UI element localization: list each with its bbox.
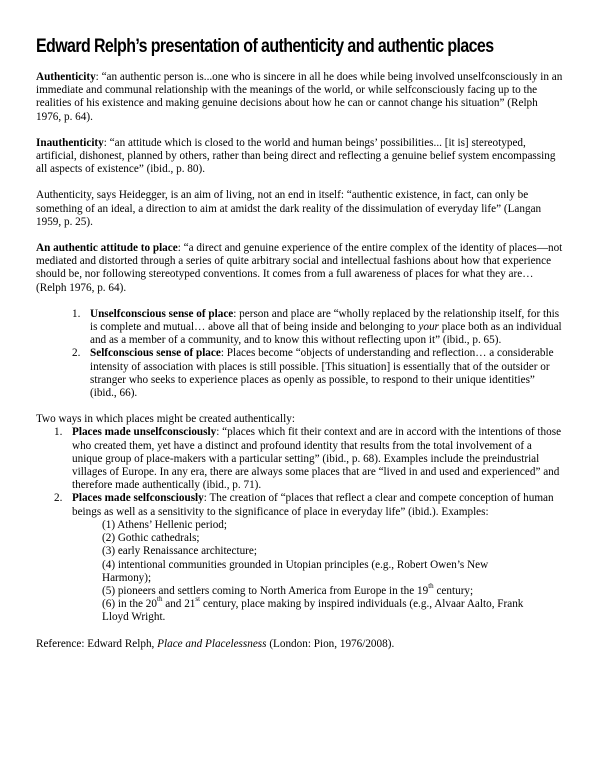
example-line — [102, 582, 564, 598]
list-number: 2. — [72, 347, 81, 360]
reference — [36, 638, 564, 651]
list-item — [54, 492, 564, 624]
example-text: century; — [433, 584, 474, 597]
list-number: 1. — [72, 307, 81, 320]
list-number: 2. — [54, 492, 63, 505]
inauthenticity-text: : “an attitude which is closed to the world and human beings’ possibilities... [it is] stereotyped, artificial, dishonest, planned by others, rather than being direct and reflecting a genuine belief system encompassing all aspects of existence” (ibid., p. 80). — [36, 136, 556, 176]
example-line — [102, 595, 564, 611]
list-item — [72, 347, 564, 400]
sense-of-place-list — [36, 308, 564, 400]
example-text: and 21 — [162, 598, 196, 611]
example-line: (1) Athens’ Hellenic period; — [102, 518, 227, 531]
example-line: (3) early Renaissance architecture; — [102, 545, 257, 558]
emphasis-text: your — [418, 321, 439, 334]
superscript: st — [195, 595, 201, 604]
authenticity-definition — [36, 71, 564, 124]
superscript: th — [428, 582, 434, 591]
authentic-attitude-term: An authentic attitude to place — [36, 242, 178, 255]
example-line: (2) Gothic cathedrals; — [102, 532, 200, 545]
list-item — [54, 426, 564, 492]
list-item — [72, 308, 564, 348]
list-text: place both as an individual and as a member of a community, and to know this without reflecting upon it” (ibid., p. 65). — [90, 321, 562, 347]
page-title: Edward Relph’s presentation of authenticity and authentic places — [36, 36, 494, 57]
authentic-attitude-definition — [36, 242, 564, 295]
ways-list — [36, 426, 564, 624]
list-term: Unselfconscious sense of place — [90, 307, 234, 320]
list-term: Places made unselfconsciously — [72, 426, 217, 439]
example-text: (5) pioneers and settlers coming to North America from Europe in the 19 — [102, 584, 429, 597]
inauthenticity-term: Inauthenticity — [36, 136, 104, 149]
list-text: : The creation of “places that reflect a clear and compete conception of human beings as well as a sensitivity to the significance of place in everyday life” (ibid.). Examples: — [72, 492, 554, 518]
example-text: century, place making by inspired individuals (e.g., Alvaar Aalto, Frank — [200, 598, 524, 611]
example-line: (4) intentional communities grounded in Utopian principles (e.g., Robert Owen’s New — [102, 558, 489, 571]
example-text: (6) in the 20 — [102, 598, 157, 611]
list-number: 1. — [54, 426, 63, 439]
authentic-attitude-text: : “a direct and genuine experience of the entire complex of the identity of places—not mediated and distorted through a series of quite arbitrary social and intellectual fashions about how that experience should be, nor following stereotyped conventions. It comes from a full awareness of places for what they are… (Relph 1976, p. 64). — [36, 242, 563, 294]
example-line: Harmony); — [102, 571, 152, 584]
heidegger-paragraph: Authenticity, says Heidegger, is an aim of living, not an end in itself: “authentic existence, in fact, can only be something of an ideal, a direction to aim at amidst the dark reality of the dissimulation of everyday life” (Langan 1959, p. 25). — [36, 189, 542, 228]
inauthenticity-definition — [36, 137, 564, 177]
examples-list — [72, 519, 564, 625]
reference-book-title: Place and Placelessness — [157, 637, 267, 650]
example-line: Lloyd Wright. — [102, 611, 166, 624]
list-text: : “places which fit their context and are in accord with the intentions of those who created them, yet have a distinct and profound identity that results from the total involvement of a unique group of place-makers with a particular setting” (ibid., p. 68). Examples include the preindustrial villages of Europe. In any era, there are always some places that are “lived in and used and experienced” and therefore made authentically (ibid., p. 71). — [72, 426, 562, 492]
reference-prefix: Reference: Edward Relph, — [36, 637, 158, 650]
list-text: : person and place are “wholly replaced by the relationship itself, for this is complete and mutual… above all that of being inside and belonging to — [90, 307, 560, 334]
list-term: Selfconscious sense of place — [90, 347, 221, 360]
authenticity-text: : “an authentic person is...one who is sincere in all he does while being involved unselfconsciously in an immediate and communal relationship with the meanings of the world, or while selfconsciously facing up to the realities of his existence and making genuine decisions about how he can or cannot change his situation” (Relph 1976, p. 64). — [36, 71, 563, 123]
list-term: Places made selfconsciously — [72, 492, 204, 505]
authenticity-term: Authenticity — [36, 71, 96, 83]
two-ways-intro: Two ways in which places might be created authentically: — [36, 413, 295, 426]
reference-suffix: (London: Pion, 1976/2008). — [266, 637, 395, 650]
list-text: : Places become “objects of understanding and reflection… a considerable intensity of association with places is still possible. [This situation] is essentially that of the outsider or stranger who seeks to experience places as openly as possible, to respond to their unique identities” (ibid., 66). — [90, 347, 554, 400]
superscript: th — [157, 595, 163, 604]
